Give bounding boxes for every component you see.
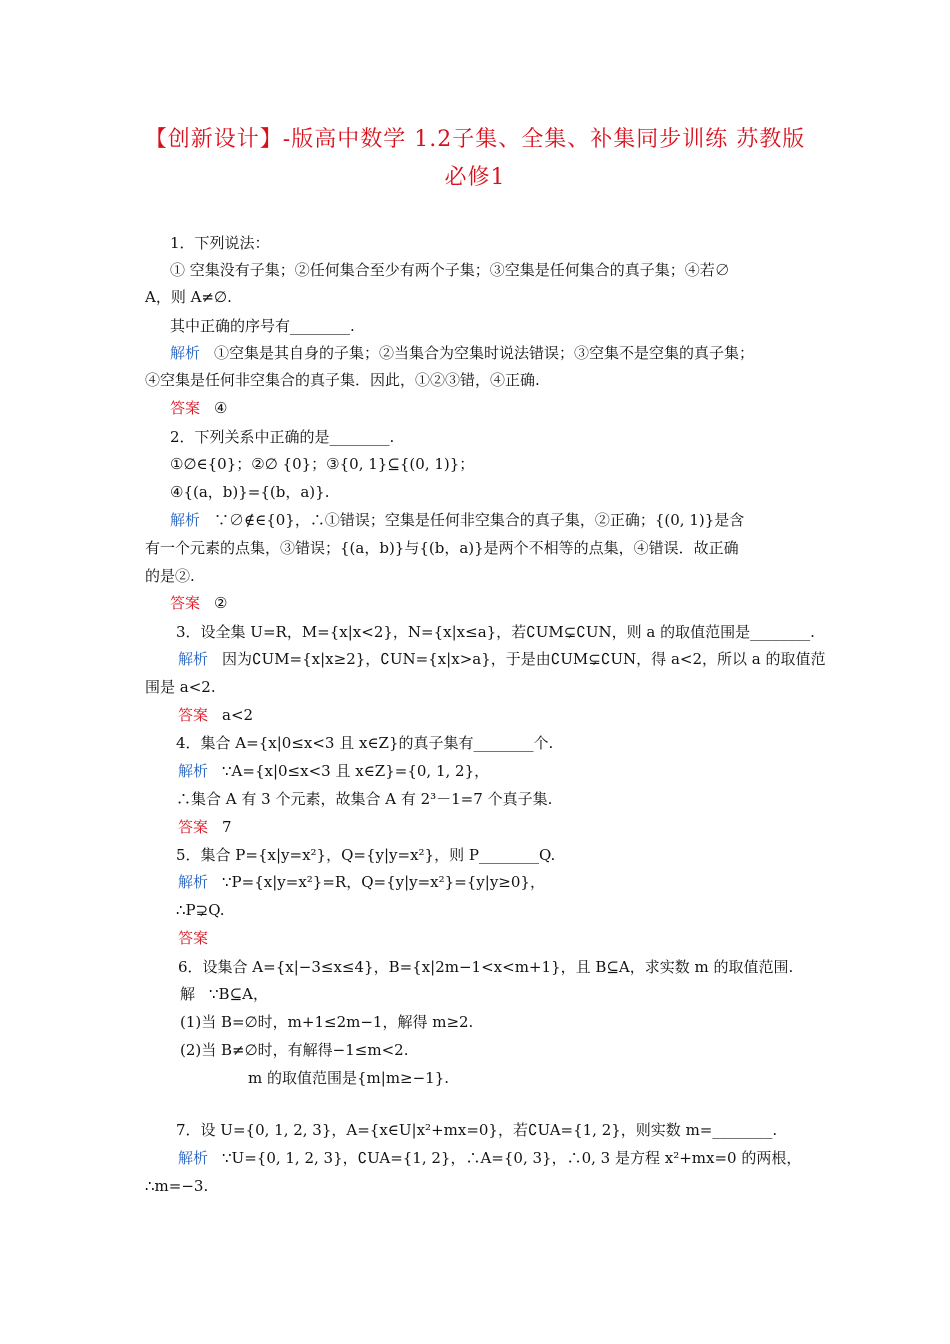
q7-analysis-text-1: ∵U={0, 1, 2, 3}，∁UA={1, 2}，∴A={0, 3}，∴0, 3 是方程 x²+mx=0 的两根， <box>222 1149 802 1167</box>
answer-label: 答案 <box>170 595 201 612</box>
q3-analysis-text-1: 因为∁UM={x|x≥2}，∁UN={x|x>a}，于是由∁UM⊊∁UN，得 a<2，所以 a 的取值范 <box>222 650 826 668</box>
q1-analysis <box>170 343 754 364</box>
q1-line-2: A，则 A≠∅. <box>145 288 232 306</box>
answer-label: 答案 <box>178 819 209 836</box>
q3-answer <box>178 705 253 726</box>
q1-line-1: ① 空集没有子集；②任何集合至少有两个子集；③空集是任何集合的真子集；④若∅ <box>170 261 730 279</box>
q7-stem: 7．设 U={0, 1, 2, 3}，A={x∈U|x²+mx=0}，若∁UA={1, 2}，则实数 m=________. <box>176 1121 778 1139</box>
q2-analysis-text-2: 有一个元素的点集，③错误；{(a，b)}与{(b，a)}是两个不相等的点集，④错误．故正确 <box>145 539 739 557</box>
q2-answer <box>170 593 227 614</box>
q2-analysis <box>170 510 744 531</box>
answer-label: 答案 <box>178 930 209 947</box>
q3-analysis <box>178 649 825 670</box>
analysis-label: 解析 <box>178 651 209 668</box>
q5-answer <box>178 928 222 949</box>
document-title-line-2: 必修1 <box>444 165 506 190</box>
q4-answer-value: 7 <box>222 818 232 836</box>
q1-answer-value: ④ <box>214 399 228 417</box>
analysis-label: 解析 <box>170 345 201 362</box>
solution-label: 解 <box>180 986 196 1003</box>
q2-answer-value: ② <box>214 594 228 612</box>
analysis-label: 解析 <box>178 874 209 891</box>
q2-analysis-text-1: ∵∅∉∈{0}，∴①错误；空集是任何非空集合的真子集，②正确；{(0, 1)}是含 <box>214 511 745 529</box>
q4-analysis-text-2: ∴集合 A 有 3 个元素，故集合 A 有 2³－1=7 个真子集. <box>176 790 553 808</box>
q4-answer <box>178 817 232 838</box>
q1-analysis-text-2: ④空集是任何非空集合的真子集．因此，①②③错，④正确. <box>145 371 540 389</box>
q6-solution-line-2: (1)当 B=∅时，m+1≤2m−1，解得 m≥2. <box>180 1013 474 1031</box>
answer-label: 答案 <box>178 707 209 724</box>
q2-stem: 2．下列关系中正确的是________. <box>170 428 395 446</box>
q3-stem: 3．设全集 U=R，M={x|x<2}，N={x|x≤a}，若∁UM⊊∁UN，则 a 的取值范围是________. <box>176 623 815 641</box>
q1-answer <box>170 398 227 419</box>
q5-stem: 5．集合 P={x|y=x²}，Q={y|y=x²}，则 P________Q. <box>176 846 556 864</box>
q1-analysis-text-1: ①空集是其自身的子集；②当集合为空集时说法错误；③空集不是空集的真子集； <box>214 344 755 362</box>
document-title-line-1: 【创新设计】-版高中数学 1.2子集、全集、补集同步训练 苏教版 <box>144 127 806 152</box>
q4-analysis-text-1: ∵A={x|0≤x<3 且 x∈Z}={0, 1, 2}， <box>222 762 490 780</box>
q6-solution-line-1: ∵B⊆A， <box>209 985 268 1003</box>
q6-solution-line-3: (2)当 B≠∅时，有解得−1≤m<2. <box>180 1041 409 1059</box>
q4-analysis <box>178 761 489 782</box>
analysis-label: 解析 <box>178 763 209 780</box>
q1-stem: 1．下列说法： <box>170 234 270 252</box>
q6-solution <box>180 984 268 1005</box>
q5-analysis <box>178 872 545 893</box>
q2-line-2: ④{(a，b)}={(b，a)}. <box>170 483 330 501</box>
analysis-label: 解析 <box>178 1150 209 1167</box>
q7-analysis <box>178 1148 801 1169</box>
q3-analysis-text-2: 围是 a<2. <box>145 678 216 696</box>
q1-line-3: 其中正确的序号有________. <box>170 317 355 335</box>
q5-analysis-text-1: ∵P={x|y=x²}=R，Q={y|y=x²}={y|y≥0}， <box>222 873 545 891</box>
analysis-label: 解析 <box>170 512 201 529</box>
q7-analysis-text-2: ∴m=−3. <box>145 1177 209 1195</box>
answer-label: 答案 <box>170 400 201 417</box>
q3-answer-value: a<2 <box>222 706 254 724</box>
q6-stem: 6．设集合 A={x|−3≤x≤4}，B={x|2m−1<x<m+1}，且 B⊆A，求实数 m 的取值范围. <box>178 958 794 976</box>
q5-analysis-text-2: ∴P⊋Q. <box>176 901 225 919</box>
q2-line-1: ①∅∈{0}；②∅ {0}；③{0, 1}⊆{(0, 1)}； <box>170 455 475 473</box>
q4-stem: 4．集合 A={x|0≤x<3 且 x∈Z}的真子集有________个. <box>176 734 554 752</box>
q2-analysis-text-3: 的是②. <box>145 567 195 585</box>
q6-solution-line-4: m 的取值范围是{m|m≥−1}. <box>248 1069 450 1087</box>
